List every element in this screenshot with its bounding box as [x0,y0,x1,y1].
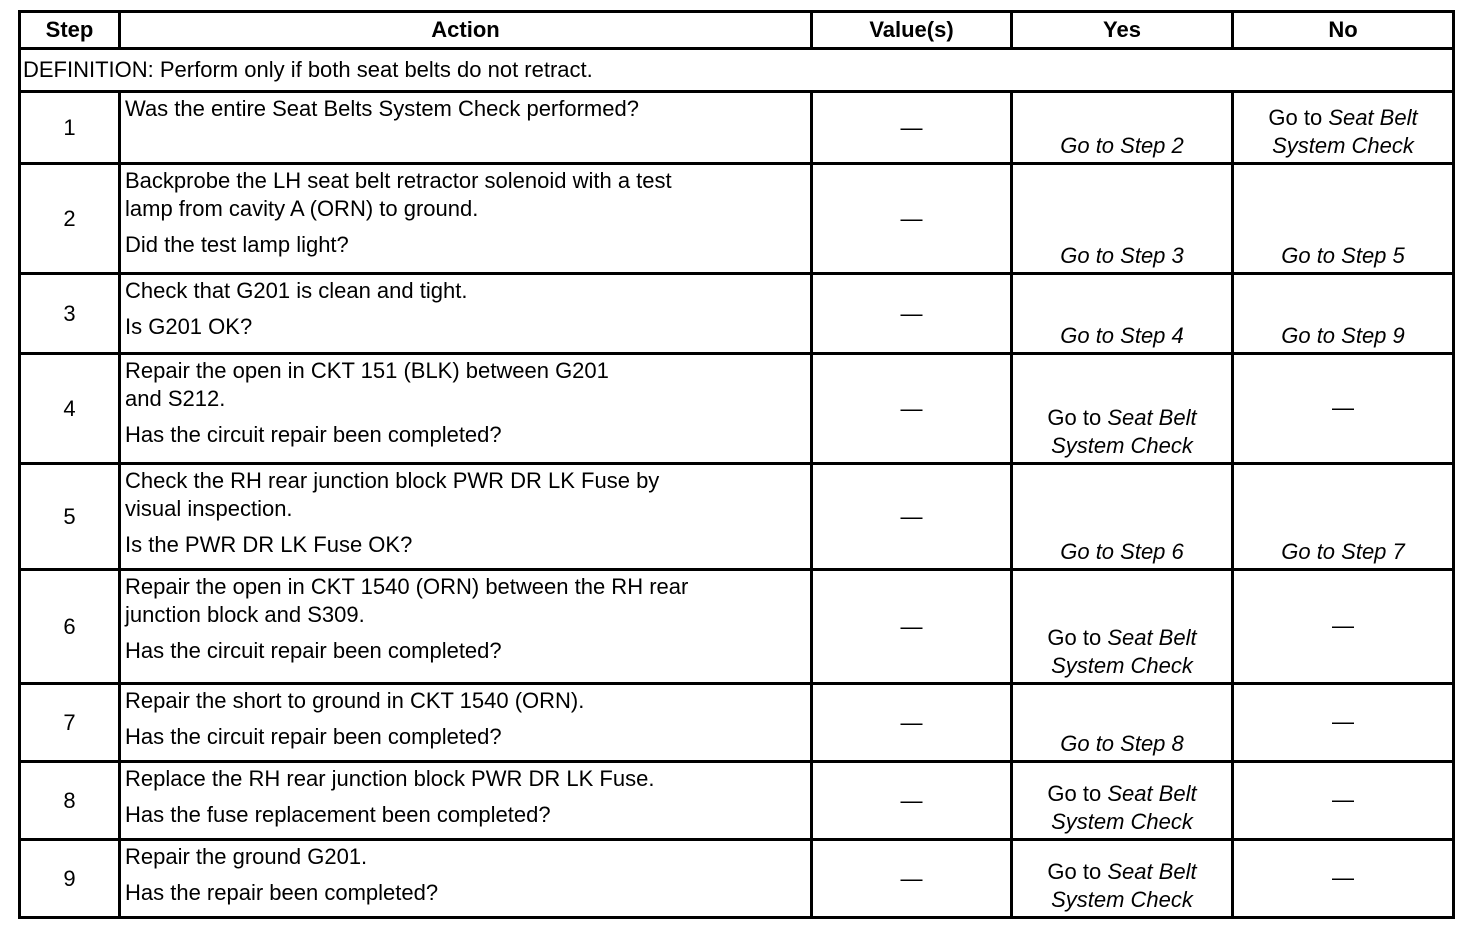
action-cell [120,92,812,164]
yes-cell [1012,762,1233,840]
action-question: Has the circuit repair been completed? [125,422,502,447]
action-text: Repair the open in CKT 151 (BLK) between G201 [125,358,609,383]
action-question: Did the test lamp light? [125,232,349,257]
no-cell [1233,684,1454,762]
yes-goto-target: Go to Step 6 [1060,539,1184,564]
step-number: 3 [20,274,120,354]
step-number: 8 [20,762,120,840]
header-action: Action [120,12,812,49]
yes-cell [1012,274,1233,354]
action-cell [120,840,812,918]
no-cell [1233,354,1454,464]
no-goto-target: — [1332,708,1354,734]
action-text: lamp from cavity A (ORN) to ground. [125,196,479,221]
action-question: Has the circuit repair been completed? [125,638,502,663]
no-cell [1233,92,1454,164]
diagnostic-table [18,10,1455,919]
table-row [20,164,1454,274]
value-cell: — [812,354,1012,464]
yes-cell [1012,464,1233,570]
yes-goto-target: Go to Step 4 [1060,323,1184,348]
table-row [20,92,1454,164]
yes-goto-prefix: Go to [1047,625,1108,650]
action-text: Backprobe the LH seat belt retractor solenoid with a test [125,168,672,193]
yes-goto-prefix: Go to [1047,405,1108,430]
step-number: 5 [20,464,120,570]
action-question: Has the fuse replacement been completed? [125,802,551,827]
table-row [20,762,1454,840]
definition-row [20,49,1454,92]
action-text: Check the RH rear junction block PWR DR LK Fuse by [125,468,660,493]
action-cell [120,762,812,840]
step-number: 1 [20,92,120,164]
step-number: 4 [20,354,120,464]
no-cell [1233,464,1454,570]
yes-goto-prefix: Go to [1047,781,1108,806]
yes-goto-prefix: Go to [1047,859,1108,884]
value-cell: — [812,840,1012,918]
action-cell [120,274,812,354]
yes-goto-target: Go to Step 8 [1060,731,1184,756]
action-text: Was the entire Seat Belts System Check performed? [125,96,639,121]
header-values: Value(s) [812,12,1012,49]
header-row [20,12,1454,49]
action-text: junction block and S309. [125,602,365,627]
yes-cell [1012,570,1233,684]
step-number: 9 [20,840,120,918]
yes-cell [1012,684,1233,762]
step-number: 2 [20,164,120,274]
yes-cell [1012,840,1233,918]
header-no: No [1233,12,1454,49]
value-cell: — [812,570,1012,684]
no-cell [1233,840,1454,918]
yes-cell [1012,354,1233,464]
step-number: 7 [20,684,120,762]
action-text: Repair the ground G201. [125,844,368,869]
definition-text: DEFINITION: Perform only if both seat belts do not retract. [20,49,1454,92]
value-cell: — [812,464,1012,570]
no-goto-prefix: Go to [1268,105,1329,130]
action-cell [120,684,812,762]
value-cell: — [812,164,1012,274]
yes-goto-target: Go to Step 3 [1060,243,1184,268]
no-goto-target: — [1332,612,1354,638]
action-question: Has the circuit repair been completed? [125,724,502,749]
no-goto-target: — [1332,394,1354,420]
action-cell [120,570,812,684]
yes-goto-target: Seat Belt System Check [1051,405,1197,458]
no-cell [1233,164,1454,274]
no-cell [1233,570,1454,684]
value-cell: — [812,684,1012,762]
no-cell [1233,274,1454,354]
action-text: Repair the short to ground in CKT 1540 (ORN). [125,688,585,713]
action-text: Replace the RH rear junction block PWR DR LK Fuse. [125,766,655,791]
yes-goto-target: Seat Belt System Check [1051,625,1197,678]
action-text: and S212. [125,386,226,411]
yes-goto-target: Seat Belt System Check [1051,781,1197,834]
action-text: Check that G201 is clean and tight. [125,278,468,303]
no-goto-target: Go to Step 7 [1281,539,1405,564]
yes-goto-target: Go to Step 2 [1060,133,1184,158]
no-cell [1233,762,1454,840]
action-cell [120,464,812,570]
no-goto-target: — [1332,786,1354,812]
table-row [20,464,1454,570]
action-cell [120,164,812,274]
action-text: visual inspection. [125,496,293,521]
header-step: Step [20,12,120,49]
action-text: Repair the open in CKT 1540 (ORN) between the RH rear [125,574,689,599]
yes-cell [1012,92,1233,164]
action-question: Is the PWR DR LK Fuse OK? [125,532,413,557]
action-cell [120,354,812,464]
no-goto-target: Go to Step 9 [1281,323,1405,348]
value-cell: — [812,92,1012,164]
no-goto-target: Go to Step 5 [1281,243,1405,268]
step-number: 6 [20,570,120,684]
table-row [20,840,1454,918]
header-yes: Yes [1012,12,1233,49]
yes-goto-target: Seat Belt System Check [1051,859,1197,912]
action-question: Has the repair been completed? [125,880,439,905]
table-row [20,684,1454,762]
table-row [20,274,1454,354]
action-question: Is G201 OK? [125,314,253,339]
no-goto-target: — [1332,864,1354,890]
value-cell: — [812,762,1012,840]
table-row [20,570,1454,684]
no-goto-target: Seat Belt System Check [1272,105,1418,158]
yes-cell [1012,164,1233,274]
table-row [20,354,1454,464]
value-cell: — [812,274,1012,354]
